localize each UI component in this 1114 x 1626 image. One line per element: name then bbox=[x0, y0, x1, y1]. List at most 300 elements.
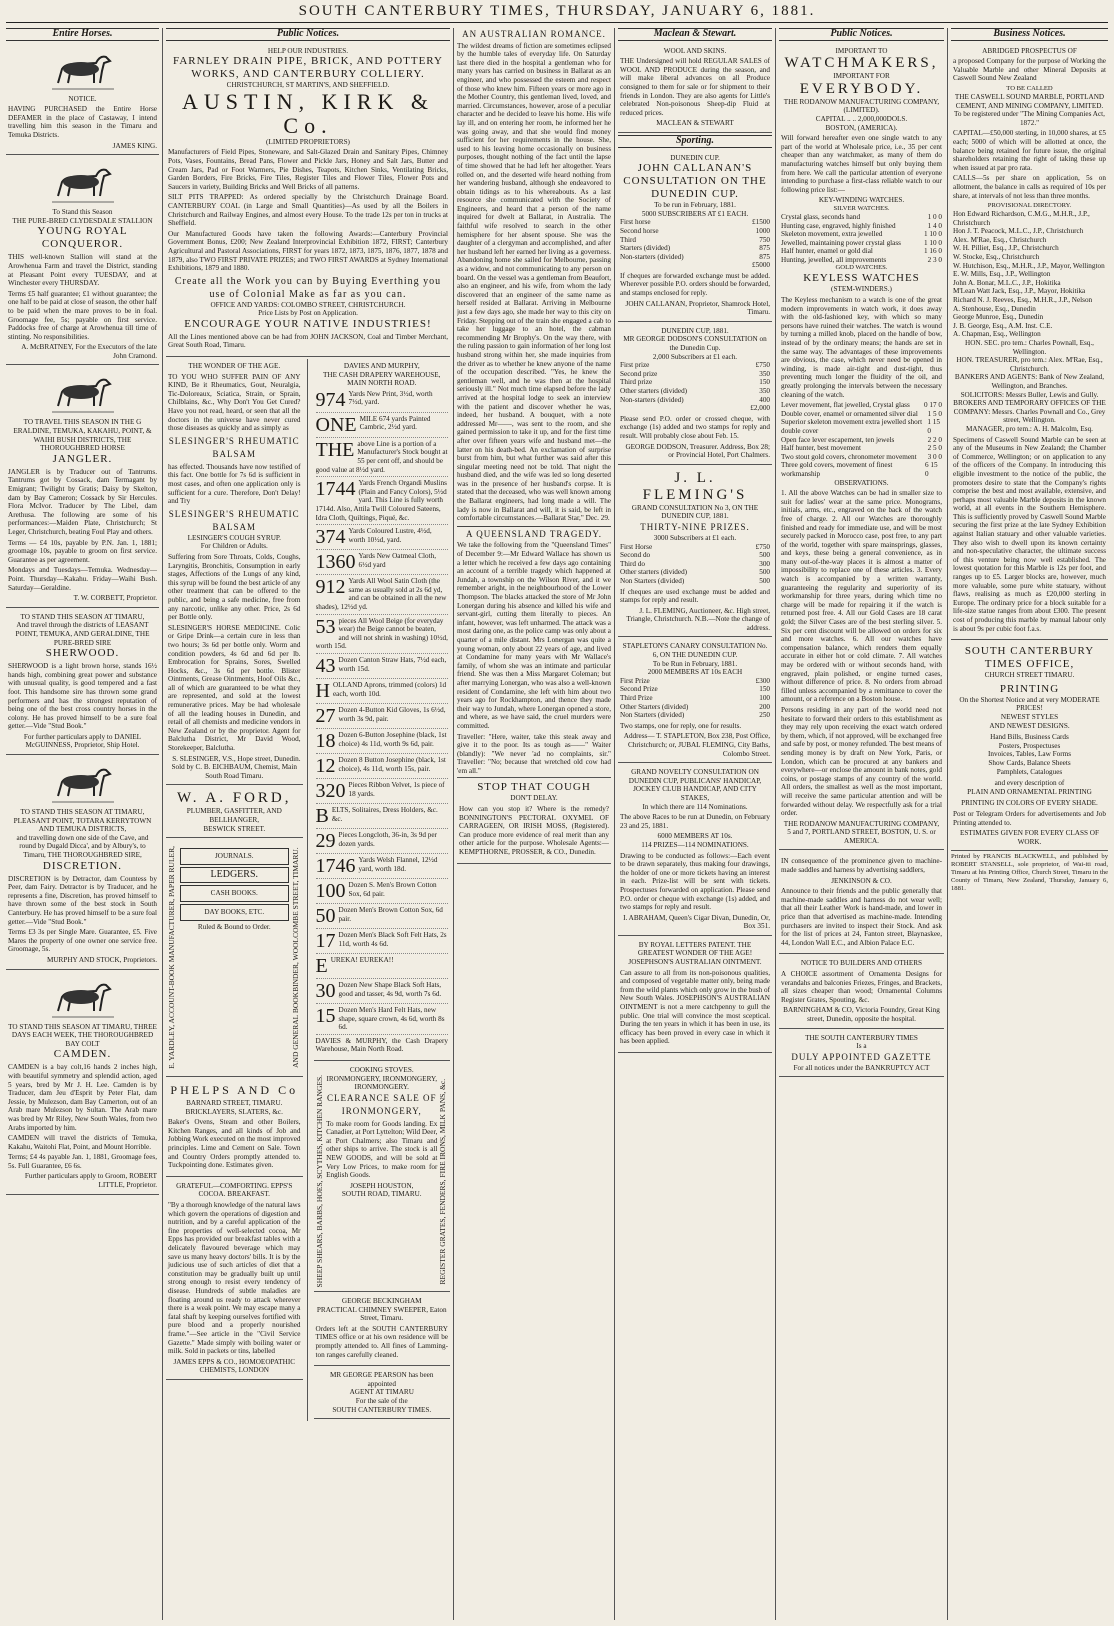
print-item: Show Cards, Balance Sheets bbox=[988, 758, 1071, 767]
ad-members: 2000 MEMBERS AT 10s EACH bbox=[647, 668, 743, 677]
ad-body: The Keyless mechanism to a watch is one of the great modern improvements in watch work, it does away with the old-fashioned key, with which so many persons have ruined their watches. The watch is wound by turning a milled knob, placed on the handle of bow, instead of by the ordinary means; the hands are set in the same way. The advantages of these improvements are obvious, the case, which never need be opened in winding, is made air-tight and dust-tight, thus preventing much longer the fluidity of the oil, and greatly prolonging the intervals between the necessary cleaning of the watch. bbox=[781, 296, 942, 399]
ad-signature: Address— T. STAPLETON, Box 238, Post Office, Christchurch; or, JUBAL FLEMING, City Baths, Colombo Street. bbox=[623, 732, 770, 758]
prize-value: 2 2 0 bbox=[927, 435, 942, 444]
ad-title: GRAND NOVELTY CONSULTATION ON DUNEDIN CUP, PUBLICANS' HANDICAP, JOCKEY CLUB HANDICAP, AND CITY STAKES, bbox=[628, 768, 762, 802]
prize-value: 500 bbox=[759, 551, 770, 560]
ad-note: Two stamps, one for reply, one for results. bbox=[620, 721, 742, 730]
ad-stand: TO STAND THIS SEASON AT TIMARU, bbox=[20, 612, 145, 621]
prize-total: £5000 bbox=[752, 261, 770, 270]
ad-epps bbox=[166, 1179, 303, 1380]
print-item: Invoices, Tables, Law Forms bbox=[987, 750, 1071, 759]
ad-terms: Terms; £4 4s payable Jan. 1, 1881, Groomage fees, 5s. Full Guarantee, £6 6s. bbox=[8, 1153, 157, 1170]
ad-estimates: ESTIMATES GIVEN FOR EVERY CLASS OF WORK. bbox=[960, 829, 1099, 846]
ad-body: Our Manufactured Goods have taken the following Awards:—Canterbury Provincial Government Bonus, £200; New Zealand Interprovincial Exhibition 1872, FIRST; Canterbury Agricultural and Pastoral Associations, FIRST for years 1872, 1873, 1875, 1876, 1877, 1878 and 1879, also TWO FIRST PRIVATE PRIZES; and TWO FIRST AWARDS at Sydney International Exhibitions, 1879 and 1880. bbox=[168, 229, 448, 273]
prize-label: Third Prize bbox=[620, 694, 653, 703]
ad-newest: AND NEWEST DESIGNS. bbox=[989, 721, 1070, 730]
drapery-item bbox=[316, 829, 449, 854]
item-text: Dozen S. Men's Brown Cotton Sox, 6d pair. bbox=[348, 880, 437, 898]
ad-body: THIS well-known Stallion will stand at the Arowhenua Farm and travel the District, standing at Pleasant Point every TUESDAY, and at Winchester every THURSDAY. bbox=[8, 253, 157, 288]
drapery-item bbox=[316, 438, 449, 477]
prize-value: 350 bbox=[759, 387, 770, 395]
article-anecdote: Traveller: "Here, waiter, take this steak away and give it to the poor. Its as tough as——" Waiter (blandly): "We never 'ad no complaints, sir." Traveller: "No; because that wretched old cow had 'em all." bbox=[457, 732, 611, 775]
prize-row bbox=[781, 461, 942, 478]
prize-value: 200 bbox=[759, 702, 770, 711]
masthead-rule bbox=[6, 22, 1108, 23]
ad-address: 5 and 7, PORTLAND STREET, BOSTON, U. S. or AMERICA. bbox=[787, 828, 936, 845]
ad-subtitle: And travel through the districts of LEASANT POINT, TEMUKA, AND GERALDINE, THE PURE-BRED SIRE bbox=[15, 621, 150, 647]
prize-value: 150 bbox=[759, 378, 770, 387]
column-rule bbox=[162, 28, 163, 1620]
price-list bbox=[781, 213, 942, 265]
prize-total: £2,000 bbox=[750, 404, 770, 413]
ad-sub: In which there are 114 Nominations. bbox=[642, 802, 748, 811]
ad-signature: MURPHY AND STOCK, Proprietors. bbox=[46, 955, 157, 964]
printer-imprint: Printed by FRANCIS BLACKWELL, and published by ROBERT STANSELL, sole proprietor, of Wai-iti road, Timaru at his Printing Office, Church Street, Timaru in the County of Timaru, New Zealand, Thursday, January 6, 1881. bbox=[951, 853, 1108, 893]
director-entry: W. Stocke, Esq., Christchurch bbox=[953, 253, 1040, 262]
print-item: Pamphlets, Catalogues bbox=[996, 767, 1063, 776]
ad-title: COOKING STOVES. bbox=[349, 1065, 414, 1074]
prize-label: Half hunter, best movement bbox=[781, 444, 861, 453]
prize-row bbox=[781, 222, 942, 231]
book-type: CASH BOOKS. bbox=[180, 885, 289, 902]
prize-row bbox=[620, 370, 770, 379]
ad-body: has effected. Thousands have now testified of this fact. One bottle for 7s 6d is sufficient in most cases, and often one application only is sufficient for a cure. Therefore, Don't Delay! and Try bbox=[168, 462, 301, 506]
prize-row bbox=[620, 568, 770, 577]
ad-location: CHRISTCHURCH, ST MARTIN'S, AND SHEFFIELD. bbox=[226, 81, 390, 90]
prize-label: Third bbox=[620, 235, 636, 244]
ad-signature: JAMES EPPS & CO., HOMOEOPATHIC CHEMISTS, LONDON bbox=[173, 1357, 296, 1375]
drapery-item bbox=[316, 1004, 449, 1035]
ad-beckingham bbox=[314, 1294, 451, 1366]
horse-icon bbox=[48, 977, 118, 1021]
director-entry: Richard N. J. Reeves, Esq., M.H.R., J.P., Nelson bbox=[953, 296, 1093, 305]
horse-name: SHERWOOD. bbox=[45, 647, 120, 660]
prize-value: 350 bbox=[759, 369, 770, 378]
ad-title: NOTICE. bbox=[68, 94, 97, 103]
prize-row bbox=[620, 694, 770, 703]
director-entry: Hon Edward Richardson, C.M.G., M.H.R., J.P., Christchurch bbox=[953, 210, 1090, 227]
ad-title: THE WONDER OF THE AGE. bbox=[188, 362, 281, 371]
column-articles bbox=[457, 28, 611, 1620]
ad-body: To make room for Goods landing. Ex Canadier, at Port Lyttelton; Wild Deer, at Port Chalmers; also Timaru and other ships to arrive. The stock is all NEW GOODS, and will be sold at Very Low Prices, to make room for English Goods. bbox=[326, 1119, 438, 1180]
prize-value: 750 bbox=[759, 235, 770, 244]
ad-travel: CAMDEN will travel the districts of Temuka, Kakahu, Waitohi Flat, Point, and Mount Horrible. bbox=[8, 1134, 157, 1151]
ad-keyless: KEYLESS WATCHES bbox=[803, 272, 920, 285]
ad-jenkinson bbox=[779, 852, 944, 954]
ad-title: MR GEORGE DODSON'S CONSULTATION on the Dunedin Cup. bbox=[623, 335, 767, 353]
ad-subs: 2,000 Subscribers at £1 each. bbox=[652, 352, 738, 361]
ad-observations: OBSERVATIONS. bbox=[834, 478, 889, 487]
ad-calls: CALLS—5s per share on application, 5s on allotment, the balance in calls as required of 10s per share, at intervals of not less than three months. bbox=[953, 174, 1106, 200]
ad-address: BESWICK STREET. bbox=[203, 824, 266, 833]
ad-slesinger bbox=[166, 359, 303, 785]
c2-split bbox=[166, 359, 450, 1421]
ad-title: GRATEFUL—COMFORTING. EPPS'S COCOA. BREAKFAST. bbox=[176, 1181, 293, 1199]
ad-directory: PROVISIONAL DIRECTORY. bbox=[987, 202, 1072, 210]
item-text: Dozen Men's Hard Felt Hats, new shape, square crown, 4s 6d, worth 8s 6d. bbox=[338, 1005, 445, 1032]
prize-row bbox=[620, 244, 770, 253]
prize-row bbox=[620, 560, 770, 569]
prize-label: Non Starters (divided) bbox=[620, 711, 685, 720]
prize-label: First Horse bbox=[620, 542, 653, 551]
prize-label: Other starters (divided) bbox=[620, 387, 688, 395]
drapery-item-list bbox=[316, 388, 449, 1035]
prize-label: Hunting, jewelled, all improvements bbox=[781, 255, 887, 264]
prize-row bbox=[781, 239, 942, 248]
item-number: 30 bbox=[315, 979, 336, 1002]
ad-paper: SOUTH CANTERBURY TIMES. bbox=[332, 1405, 432, 1414]
ad-caswell bbox=[951, 44, 1108, 641]
ad-note: The above Races to be run at Dunedin, on February 23 and 25, 1881. bbox=[620, 813, 770, 830]
price-subheading: GOLD WATCHES. bbox=[835, 264, 888, 272]
item-number: 18 bbox=[315, 729, 336, 752]
ad-subs: 5000 SUBSCRIBERS AT £1 EACH. bbox=[641, 209, 749, 218]
item-number: 1746 bbox=[315, 854, 356, 877]
ad-sub: For all notices under the BANKRUPTCY ACT bbox=[793, 1063, 930, 1072]
drapery-item bbox=[316, 413, 449, 438]
ad-subtitle: THE PURE-BRED CLYDESDALE STALLION bbox=[12, 216, 153, 225]
item-text: Yards All Wool Satin Cloth (the same as usually sold at 2s 6d yd, and can be obtained in all the new shades), 12½d yd. bbox=[315, 577, 447, 611]
item-number: E bbox=[315, 954, 328, 977]
prize-value: 1 16 0 bbox=[924, 247, 942, 256]
item-number: 1360 bbox=[315, 551, 356, 574]
ad-is-a: Is a bbox=[856, 1042, 867, 1051]
price-heading: KEY-WINDING WATCHES. bbox=[818, 196, 905, 205]
ad-body: Drawing to be conducted as follows:—Each event to be drawn separately, thus making four drawings, the holder of one or more tickets having an interest in each. Prize-list will be sent with tickets. Prospectuses forwarded on application. Please send P.O. order or cheque with exchange (1s) added, and two stamps for reply and result. bbox=[620, 851, 770, 912]
drapery-item bbox=[316, 704, 449, 729]
director-entry: A. Chapman, Esq., Wellington bbox=[953, 330, 1041, 339]
ad-signature: BARNINGHAM & CO, Victoria Foundry, Great King street, Dunedin, opposite the hospital. bbox=[783, 1006, 940, 1023]
item-text: Yards French Organdi Muslins (Plain and Fancy Colors), 5½d yard. This Line is fully worth 1714d. Also, Attila Twill Coloured Sateens, Idra Cloth, Quiltings, Piqué, &c. bbox=[315, 479, 447, 522]
ad-company: THE CASWELL SOUND MARBLE, PORTLAND CEMENT, AND MINING COMPANY, LIMITED. bbox=[954, 92, 1105, 110]
ad-terms: Terms £3 3s per Single Mare. Guarantee, £5. Five Mares the property of one owner one service free. Groomage, 5s. bbox=[8, 928, 157, 954]
ad-body: THE Undersigned will hold REGULAR SALES of WOOL AND PRODUCE during the season, and will make liberal advances on all Produce consigned to them for sale or for shipment to their friends in London. They are also agents for Little's celebrated Non-poisonous Sheep-dip Fluid at reduced prices. bbox=[620, 57, 770, 117]
prize-value: 2 5 0 bbox=[927, 444, 942, 453]
ad-solicitors: SOLICITORS: Messrs Buller, Lewis and Gully. bbox=[960, 390, 1099, 399]
ad-kicker: IMPORTANT FOR bbox=[833, 72, 890, 81]
ad-body: HAVING PURCHASED the Entire Horse DEFAMER in the place of Castaway, I intend travelling him this season in the Timaru and Temuka Districts. bbox=[8, 105, 157, 139]
director-entry: Hon J. T. Peacock, M.L.C., J.P., Christchurch bbox=[953, 227, 1084, 236]
prize-value: 500 bbox=[759, 568, 770, 577]
prize-label: Hunting case, engraved, highly finished bbox=[781, 221, 896, 230]
prize-row bbox=[620, 227, 770, 236]
column-rule bbox=[453, 28, 454, 1620]
prize-row bbox=[781, 401, 942, 410]
prize-label: Non-starters (divided) bbox=[620, 252, 684, 261]
ad-newest: NEWEST STYLES bbox=[1000, 712, 1059, 721]
prize-label: Three gold covers, movement of finest workmanship bbox=[781, 461, 893, 478]
item-text: OLLAND Aprons, trimmed (colors) 1d each, worth 10d. bbox=[332, 680, 447, 698]
print-item: Posters, Prospectuses bbox=[998, 741, 1061, 750]
ad-product: LESINGER'S COUGH SYRUP. bbox=[187, 533, 281, 542]
item-text: above Line is a portion of a Manufacturer's Stock bought at 55 per cent off, and should be good value at 8½d yard. bbox=[315, 439, 448, 474]
ad-young-royal-conqueror bbox=[6, 157, 159, 365]
ad-body: IN consequence of the prominence given to machine-made saddles and harness by advertising saddlers, bbox=[781, 857, 942, 875]
drapery-item bbox=[316, 679, 449, 704]
drapery-item bbox=[316, 979, 449, 1004]
ad-body: DISCRETION is by Detractor, dam Countess by Peer, dam Fairy. Detractor is by Traducer, and he represents a fine, Discretion, has proved himself to have thrown some of the best stock in South Canterbury. He has proved himself to be a sure foal getter.—Vide "Stud Book." bbox=[8, 874, 157, 926]
prize-label: Open face lever escapement, ten jewels bbox=[781, 435, 895, 444]
ad-callanan bbox=[618, 151, 772, 322]
ad-company: THE RODANOW MANUFACTURING COMPANY, bbox=[783, 819, 940, 828]
ad-body: Baker's Ovens, Steam and other Boilers, Kitchen Ranges, and all kinds of Job and Jobbing Work executed on the most improved principles. Lime and Cement on Sale. Town and Country Orders promptly attended to. Tuckpointing done. Estimates given. bbox=[168, 1118, 301, 1170]
ad-address: SOUTH ROAD, TIMARU. bbox=[341, 1190, 422, 1199]
prize-label: Starters (divided) bbox=[620, 244, 671, 253]
drapery-item bbox=[316, 904, 449, 929]
ad-signature: MACLEAN & STEWART bbox=[656, 119, 734, 128]
ad-signature: JAMES KING. bbox=[112, 141, 157, 150]
ad-sold-by: Sold by C. B. EICHBAUM, Chemist, Main South Road Timaru. bbox=[171, 763, 297, 780]
item-number: 100 bbox=[315, 879, 346, 902]
horse-name: CAMDEN. bbox=[53, 1048, 112, 1061]
ad-body: CAMDEN is a bay colt,16 hands 2 inches high, with beautiful symmetry and splendid action, aged 5 years, bred by Mr J. H. Lee. Camden is by Traducer, dam Jeu d'Esprit by Peter Flat, dam Jessie, by Mulezson, dam Bay Camerton, out of an Arab mare Mulezson by Sultan. The Arab mare was bred by Mr Riley, New South Wales, from two Arabs imported by him. bbox=[8, 1063, 157, 1132]
drapery-item bbox=[316, 729, 449, 754]
ad-title: NOTICE TO BUILDERS AND OTHERS bbox=[800, 959, 923, 968]
prize-label: First prize bbox=[620, 361, 650, 370]
item-number: B bbox=[315, 804, 329, 827]
ad-signature: JOHN CALLANAN, Proprietor, Shamrock Hotel, Timaru. bbox=[625, 299, 770, 317]
masthead: SOUTH CANTERBURY TIMES, THURSDAY, JANUARY 6, 1881. bbox=[298, 3, 816, 19]
item-number: 17 bbox=[315, 929, 336, 952]
prize-value: £750 bbox=[755, 542, 770, 551]
ad-note: If cheques are used exchange must be added and stamps for reply and result. bbox=[620, 587, 770, 605]
ad-sub: (STEM-WINDERS.) bbox=[831, 285, 892, 294]
ad-plain: PLAIN AND ORNAMENTAL PRINTING bbox=[967, 787, 1092, 796]
item-number: 912 bbox=[315, 576, 346, 599]
ad-signature: I. ABRAHAM, Queen's Cigar Divan, Dunedin, Or, Box 351. bbox=[623, 913, 770, 931]
prize-value: 875 bbox=[759, 252, 770, 261]
c2-right bbox=[314, 359, 451, 1421]
prize-value: 1 4 0 bbox=[927, 221, 942, 230]
prize-value: 100 bbox=[759, 694, 770, 703]
prize-row bbox=[620, 551, 770, 560]
item-text: Dozen Men's Black Soft Felt Hats, 2s 11d, worth 4s 6d. bbox=[338, 930, 447, 948]
director-entry: Alex. M'Rae, Esq., Christchurch bbox=[953, 235, 1047, 244]
column-rule bbox=[614, 28, 615, 1620]
ad-signature: Further particulars apply to Groom, ROBERT LITTLE, Proprietor. bbox=[24, 1172, 157, 1190]
prize-label: First Prize bbox=[620, 676, 650, 685]
item-number: 43 bbox=[315, 654, 336, 677]
ad-terms: Terms — £4 10s, payable by P.N. Jan. 1, 1881; groomage 10s, payable to groom on first service. Guarantee as per agreement. bbox=[8, 538, 157, 564]
prize-row bbox=[620, 685, 770, 694]
ad-subs: 3000 Subscribers at £1 each. bbox=[653, 533, 737, 542]
ad-travel: TO TRAVEL THIS SEASON IN THE G ERALDINE, TEMUKA, KAKAHU, POINT, & WAIHI BUSH DISTRICTS, THE THOROUGHBRED HORSE bbox=[13, 418, 152, 453]
ad-body: "By a thorough knowledge of the natural laws which govern the operations of digestion and nutrition, and by a careful application of the fine properties of well-selected cocoa, Mr Epps has provided our breakfast tables with a delicately flavoured beverage which may save us many heavy doctors' bills. It is by the judicious use of such articles of diet that a constitution may be gradually built up until strong enough to resist every tendency of disease. Hundreds of subtle maladies are floating around us ready to attack wherever there is a weak point. We may escape many a fatal shaft by keeping ourselves fortified with pure blood and a properly nourished frame."—See article in the "Civil Service Gazette." Made simply with boiling water or milk. Sold in packets or tins, labelled bbox=[168, 1201, 301, 1356]
section-heading: Entire Horses. bbox=[6, 28, 159, 41]
prize-value: £750 bbox=[755, 361, 770, 370]
ad-called: TO BE CALLED bbox=[1006, 84, 1053, 92]
ad-product: SLESINGER'S RHEUMATIC BALSAM bbox=[168, 435, 300, 459]
prize-label: Other Starters (divided) bbox=[620, 702, 689, 711]
prize-list bbox=[620, 361, 770, 404]
ad-rodanow bbox=[779, 44, 944, 851]
book-type: DAY BOOKS, ETC. bbox=[180, 904, 289, 921]
drapery-item bbox=[316, 550, 449, 575]
prize-label: Second horse bbox=[620, 226, 659, 235]
ad-note: Please send P.O. order or crossed cheque, with exchange (1s) added and two stamps for reply and result. Will probably close about Feb. 15. bbox=[620, 414, 770, 440]
section-heading: Public Notices. bbox=[779, 28, 944, 41]
item-text: UREKA! EUREKA!! bbox=[330, 955, 394, 964]
item-text: Dozen 8 Button Josephine (black, 1st choice), 4s 11d, worth 15s, pair. bbox=[338, 755, 446, 773]
ad-vertical: E. YARDLEY, ACCOUNT-BOOK MANUFACTURER, PAPER RULER, bbox=[167, 846, 176, 1070]
ad-location: BOSTON, (AMERICA). bbox=[825, 123, 898, 132]
ad-body: SILT PITS TRAPPED: As ordered specially by the Christchurch Drainage Board. CANTERBURY COAL (in Large and Small Quantities)—As used by all the Boilers in Christchurch and Railway Engines, and almost every House. To the trade 12s per ton in trucks at Sheffield. bbox=[168, 193, 448, 228]
ad-stand: To Stand this Season bbox=[52, 208, 113, 217]
prize-row bbox=[620, 577, 770, 586]
prize-value: 6 15 0 bbox=[925, 461, 938, 478]
prize-value: 0 17 0 bbox=[924, 401, 942, 410]
ad-store: THE CASH DRAPERY WAREHOUSE, bbox=[323, 370, 441, 379]
ad-manager: MANAGER, pro tem.: A. H. Malcolm, Esq. bbox=[966, 424, 1093, 433]
ad-subtitle: and travelling down one side of the Cave, and round by Dugald Dicca', and by Albury's, to Timaru, THE THOROUGHBRED SIRE, bbox=[16, 833, 149, 860]
ad-body: Persons residing in any part of the world need not hesitate to forward their orders to this establishment as they may rely upon receiving the exact watch ordered by them, which, if not approved, will be exchanged free and safe by post, or money refunded. The best means of sending money is by draft on New York, Paris, or London, which can be procured at any bankers and everywhere—or enclose the amount in bank notes, gold coins, or postage stamps of any country of the world. All orders, the smallest as well as the most important, will receive the same particular attention and will be forwarded without delay. We respectfully ask for a trial order. bbox=[781, 705, 942, 818]
ad-signature: T. W. CORBETT, Proprietor. bbox=[73, 594, 157, 603]
drapery-item bbox=[316, 854, 449, 879]
ad-body: 1. All the above Watches can be had in smaller size to suit for ladies' wear at the same price. Monograms, initials, arms, etc., engraved on the back of the watch free of charge. 2. All our Watches are thoroughly finished and ready for immediate use, and will be most securely packed in Morocco case, post free, to any part of the world, together with spare mainsprings, glasses, and keys, these being a general convenience, as in many out-of-the-way places it is almost a matter of impossibility to replace one of these articles. 3. Every watch is accompanied by a written warranty, guaranteeing the regularity and superiority of its workmanship for three years, during which time no charge will be made for repairing it if the watch is returned post free. 4. All our Gold Cases are 18 carat gold; the Silver Cases are of the best sterling silver. 5. Six per cent discount will be allowed on orders for six and more watches. 6. All our watches have compensation balance, which renders them equally accurate in either hot or cold climate. 7. All watches may be ordered with or without seconds hand, with engraved, plain polished, or engine turned cases, without difference of price. 8. No orders from abroad filled unless accompanied by a remittance to cover the amount, or a reference on a Boston house. bbox=[781, 489, 942, 704]
ad-defamer bbox=[6, 44, 159, 156]
drapery-item bbox=[316, 754, 449, 779]
item-text: Dozen 6-Button Josephine (black, 1st choice) 4s 11d, worth 9s 6d, pair. bbox=[338, 730, 447, 748]
ad-company: GEORGE BECKINGHAM bbox=[341, 1296, 422, 1305]
ad-body: SHERWOOD is a light brown horse, stands 16½ hands high, combining great power and substance with unusual quality, is good tempered and a fast foot. This handsome sire has thrown some grand performers and has the strongest reputation of being one of the best cross country horses in the colony. He has proved himself to be a sure foal getter.—Vide "Stud Book." bbox=[8, 662, 157, 731]
ad-title: JOHN CALLANAN'S CONSULTATION ON THE DUNEDIN CUP. bbox=[623, 162, 767, 201]
ad-company: JENKINSON & CO. bbox=[831, 876, 892, 885]
prize-row bbox=[781, 213, 942, 222]
ad-dodson bbox=[618, 324, 772, 465]
ad-jangler bbox=[6, 367, 159, 607]
ad-ruled: Ruled & Bound to Order. bbox=[197, 922, 271, 931]
item-text: Pieces Ribbon Velvet, 1s piece of 18 yards. bbox=[348, 780, 445, 798]
article-body: The wildest dreams of fiction are sometimes eclipsed by the humble tales of everyday life. On Saturday last there died in the hospital a gentleman who for many years has carried on business in Ballarat as an engineer, and who possessed the esteem and respect of those who knew him. Fifteen years or more ago in the Mother Country, this gentleman lived, loved, and married. Circumstances, however, arose of a peculiar character and he decided to leave his home. His wife lay ill, and on entering her room, he informed her he was going away, and that she would find money sufficient for her requirements in the house. She, used to his leaving home occasionally on business purposes, thought nothing of the fact until the lapse of time showed that he had left her altogether. Years rolled on, and the deserted wife heard nothing from her wandering husband, although she endeavored to obtain tidings as to his whereabouts. As a last resource she communicated with the Society of Engineers, and heard that a person of the name inquired for dwelt at Ballarat, in Australia. The faithful wife resolved to search in the other hemisphere for her absent spouse. She was the daughter of a clergyman and accomplished, and after her husband left her earned her living as a governess. Abandoning home she sailed for Melbourne, passing as a widow, and not communicating to any person on board. On the vessel was a gentleman from Beaufort, also an engineer, and his wife, from whom the lady discovered that an engineer of the same name as herself resided at Ballarat. Arriving in Melbourne just a few days ago, she made her way to this city on Friday. Stepping out of the train she engaged a cab to take her luggage to an hotel, the cabman recommending Mr Brophy's. On the way there, with the ruling passion to gain information of her long lost husband strong within her, she made inquiries from the driver as to whether he knew anyone of the name of the occupation described. "Yes, he knew the gentleman well, and he was then at the hospital seriously ill." Not much time elapsed before the lady arrived at the hospital lodge to seek an interview with the patient and discover whether he was, indeed, her husband. A bouquet, with a note addressed Mr——, was sent to the room, and she gained permission to take it up, and for the first time after over fifteen years wife and husband met—the latter on his death-bed. An exclamation of surprise burst from him, but what further was said after this singular meeting need not be told. That night the husband died, and the wife was led so long deserted was in the presence of her husband's corpse. It is stated that the deceased, who was well known among the Ballarat engineers, had long made a will. The lady is now in Ballarat and will, it is said, be left in comfortable circumstances.—Ballarat Star," Dec. 29. bbox=[457, 41, 611, 523]
prize-value: 3 0 0 bbox=[927, 452, 942, 461]
prize-row bbox=[620, 218, 770, 227]
article-body: We take the following from the "Queensland Times" of December 9:—Mr Edward Wallace has shown us a letter which he received a few days ago containing an account of a terrible tragedy which happened at Jundah, a township on the Wilson River, and it we remember aright, in the neighbourhood of the Lower Thompson. The blacks attacked the store of Mr John Lonergan during his absence and killed his wife and servant-girl, cutting them literally to pieces. An infant, however, was left unharmed. The attack was a most daring one, as the police camp was only about a quarter of a mile distant. Mrs Lonergan was quite a young woman, only about 22 years of age, and lived at Condamine for many years with Mr Wallace's family, of whom she was an intimate and particular friend. She was then a Miss Margaret Coleman; but after marrying Lonergan, who was also a well-known resident of Condamine, she left with him about two years ago for Rockhampton, and thence they made their way to Jundah, where Lonergan opened a store, and where, as we have said, the cruel murders were committed. bbox=[457, 541, 611, 730]
prize-value: £1500 bbox=[752, 218, 770, 227]
prize-row bbox=[781, 444, 942, 453]
prize-list bbox=[620, 677, 770, 720]
ad-note: If cheques are forwarded exchange must be added. Wherever possible P.O. orders should be forwarded, and stamps enclosed for reply. bbox=[620, 271, 770, 298]
ad-body: A CHOICE assortment of Ornamenta Designs for verandahs and balconies Friezes, Fringes, and Brackets, all sizes cheaper than wood; Ornamental Columns Register Grates, Spouting, &c. bbox=[781, 970, 942, 1004]
ad-kicker: DUNEDIN CUP, 1881. bbox=[661, 326, 729, 335]
prize-row bbox=[781, 230, 942, 239]
item-number: H bbox=[315, 679, 330, 702]
ad-run: To be Run in February, 1881. bbox=[652, 659, 738, 668]
item-text: Pieces Longcloth, 36-in, 3s 9d per dozen yards. bbox=[338, 830, 437, 848]
director-entry: George Munroe, Esq., Dunedin bbox=[953, 313, 1044, 322]
drapery-item bbox=[316, 779, 449, 804]
ad-trade: PRACTICAL CHIMNEY SWEEPER, Eaton Street, Timaru. bbox=[316, 1305, 447, 1323]
prize-value: 400 bbox=[759, 395, 770, 404]
ad-company: AUSTIN, KIRK & Co. bbox=[181, 88, 435, 138]
ad-body: TO YOU WHO SUFFER PAIN OF ANY KIND, Be it Rheumatics, Gout, Neuralgia, Tic-Doloreaux, Sciatica, Strain, or Sprain, Chilblains, &c., Why Don't You Get Cured? Have you not read, heard, or seen that all the doctors in the universe have never cured those diseases as quickly and as simply as bbox=[168, 372, 301, 433]
prize-row bbox=[620, 543, 770, 552]
ad-clearance: CLEARANCE SALE OF IRONMONGERY, bbox=[326, 1092, 437, 1116]
ad-body: Specimens of Caswell Sound Marble can be seen at any of the Museums in New Zealand; the Chamber of Commerce, Wellington; or on application to any of the officers of the Company. In introducing this eligible investment to the notice of the public, the promoters desire to state that the Company's rights comprise the best and most available, extensive, and perhaps most valuable Marble deposits in the known world, at all events in the Southern Hemisphere. This is sufficiently proved by Caswell Sound Marble securing the first prize at the late Sydney Exhibition against Italian statuary and other valuable varieties. They also wish to dwell upon its known certainty and non-speculative character, the ultimate success of this venture being now well established. The lowest quotation for this Marble is 12s per foot, and ranges up to £5. Larger blocks are, however, much more valuable, some pure white statuary, without flaws, realising as much as £20,000 sterling in Europe. The ordinary price for a block suitable for a life-size statue ranges from about £300. The present cost of producing this marble by manual labour only is about 9s per cubic foot f.a.s. bbox=[953, 435, 1106, 633]
column-entire-horses bbox=[6, 28, 159, 1620]
horse-icon bbox=[48, 162, 118, 206]
ad-colours: PRINTING IN COLORS OF EVERY SHADE. bbox=[961, 799, 1098, 808]
price-list bbox=[781, 401, 942, 478]
ad-title: J. L. FLEMING'S bbox=[642, 469, 748, 503]
item-number: 53 bbox=[315, 615, 336, 638]
prize-label: Second prize bbox=[620, 369, 658, 378]
prize-row bbox=[620, 396, 770, 405]
ad-vertical: AND GENERAL BOOKBINDER, WOOLCOMBE STREET, TIMARU. bbox=[290, 847, 300, 1068]
ad-camden bbox=[6, 972, 159, 1195]
item-number: ONE bbox=[315, 413, 357, 436]
prize-value: 1 10 0 bbox=[924, 238, 942, 247]
ad-encourage: ENCOURAGE YOUR NATIVE INDUSTRIES! bbox=[184, 317, 432, 330]
prize-label: Third do bbox=[620, 559, 645, 568]
prize-label: Jewelled, maintaining power crystal glass bbox=[781, 238, 901, 247]
section-heading: Sporting. bbox=[618, 135, 772, 148]
book-type: JOURNALS. bbox=[180, 848, 289, 865]
ad-sub: DON'T DELAY. bbox=[510, 794, 558, 803]
item-number: 974 bbox=[315, 388, 346, 411]
ad-company: W. A. FORD, bbox=[176, 790, 292, 807]
drapery-item bbox=[316, 804, 449, 829]
ad-kicker: IMPORTANT TO bbox=[835, 46, 888, 55]
ad-company: JOSEPH HOUSTON, bbox=[350, 1181, 414, 1190]
ad-slogan: Create all the Work you can by Buying Everthing you use of Colonial Make as far as you can. bbox=[174, 275, 442, 300]
horse-name: YOUNG ROYAL CONQUEROR. bbox=[37, 225, 128, 251]
item-text: Yards Coloured Lustre, 4½d, worth 10½d, yard. bbox=[348, 527, 432, 544]
director-entry: M'Lean Watt Jack, Esq., J.P., Mayor, Hokitika bbox=[953, 287, 1086, 296]
prize-row bbox=[620, 361, 770, 370]
ledger-layout bbox=[168, 846, 301, 1069]
divider bbox=[457, 526, 611, 527]
drapery-item bbox=[316, 615, 449, 654]
ad-sec: HON. SEC. pro tem.: Charles Pownall, Esq., Wellington. bbox=[965, 339, 1094, 356]
prize-value: 150 bbox=[759, 685, 770, 694]
item-text: Dozen Men's Brown Cotton Sox, 6d pair. bbox=[338, 905, 443, 923]
ad-pearson bbox=[314, 1368, 451, 1419]
column-rule bbox=[775, 28, 776, 1620]
drapery-item bbox=[316, 879, 449, 904]
ad-office: OFFICE AND YARDS: COLOMBO STREET, CHRISTCHURCH. bbox=[210, 300, 406, 309]
ad-body: SLESINGER'S HORSE MEDICINE. Colic or Gripe Drink—a certain cure in less than two hours; 3s 6d per bottle only. Worm and condition powders, 4s 6d and 6d per lb. Embrocation for Sprains, Sores, Swelled Hocks, &c., 3s 6d per bottle. Blister Ointments, Grease Ointments, Hoof Oils &c., all of which are guaranteed to be what they are represented, and sold at the lowest remunerative prices. May be had wholesale of all the leading houses in Dunedin, and retail of all chemists and medicine vendors in New Zealand or by the proprietor. Agent for Balclutha District, Mr David Wood, Storekeeper, Balclutha. bbox=[168, 623, 301, 753]
ad-company: PHELPS AND Co bbox=[170, 1083, 299, 1098]
prize-value: 1 0 0 bbox=[927, 212, 942, 221]
prize-label: Third prize bbox=[620, 378, 653, 387]
director-entry: A. Stenhouse, Esq., Dunedin bbox=[953, 304, 1036, 313]
prize-row bbox=[620, 703, 770, 712]
prize-list bbox=[620, 218, 770, 261]
c2-left bbox=[166, 359, 308, 1421]
ad-title: EVERYBODY. bbox=[799, 80, 924, 97]
ad-title: FARNLEY DRAIN PIPE, BRICK, AND POTTERY WORKS, AND CANTERBURY COLLIERY. bbox=[173, 55, 443, 81]
prize-label: Other starters (divided) bbox=[620, 568, 688, 577]
ad-body: Orders left at the SOUTH CANTERBURY TIMES office or at his own residence will be promptly attended to. All fines of Lamming-ton ranges carefully cleaned. bbox=[315, 1324, 448, 1359]
ad-cough bbox=[457, 777, 611, 863]
ad-body: JANGLER is by Traducer out of Tantrums. Tantrums got by Cossack, dam Termagant by Emigrant; Twilight by Gratis; Daisy by Skelton, dam by Bay Cameron; Cossack by Sir Hercules. Flora McIvor. Traducer by The Libel, dam Arethusa. The following are some of his performances:—Maiden Plate, Christchurch; St Leger, Christchurch, beating Foul Play and others. bbox=[8, 467, 157, 536]
ad-ford bbox=[166, 787, 303, 838]
prize-label: Skeleton movement, extra jewelled bbox=[781, 230, 883, 239]
director-entry: John A. Bonar, M.L.C., J.P., Hokitika bbox=[953, 278, 1061, 287]
prize-row bbox=[781, 247, 942, 256]
prize-value: 500 bbox=[759, 576, 770, 585]
item-text: MILE 674 yards Painted Cambric, 2½d yard. bbox=[359, 414, 431, 432]
ad-title: WOOL AND SKINS. bbox=[663, 46, 727, 55]
item-text: ELTS, Solitaires, Dress Holders, &c. &c. bbox=[331, 805, 438, 823]
ad-members: 6000 MEMBERS AT 10s. bbox=[657, 832, 733, 841]
ad-sherwood bbox=[6, 610, 159, 755]
ad-days: Mondays and Tuesdays—Temuka. Wednesday—Point. Thursday—Kakahu. Friday—Waihi Bush. Saturday—Geraldine. bbox=[8, 566, 157, 592]
ad-gazette bbox=[779, 1031, 944, 1078]
director-entry: W. Hutchison, Esq., M.H.R., J.P., Mayor, Wellington bbox=[953, 261, 1105, 270]
ad-discretion bbox=[6, 757, 159, 970]
prize-label: First horse bbox=[620, 218, 651, 227]
